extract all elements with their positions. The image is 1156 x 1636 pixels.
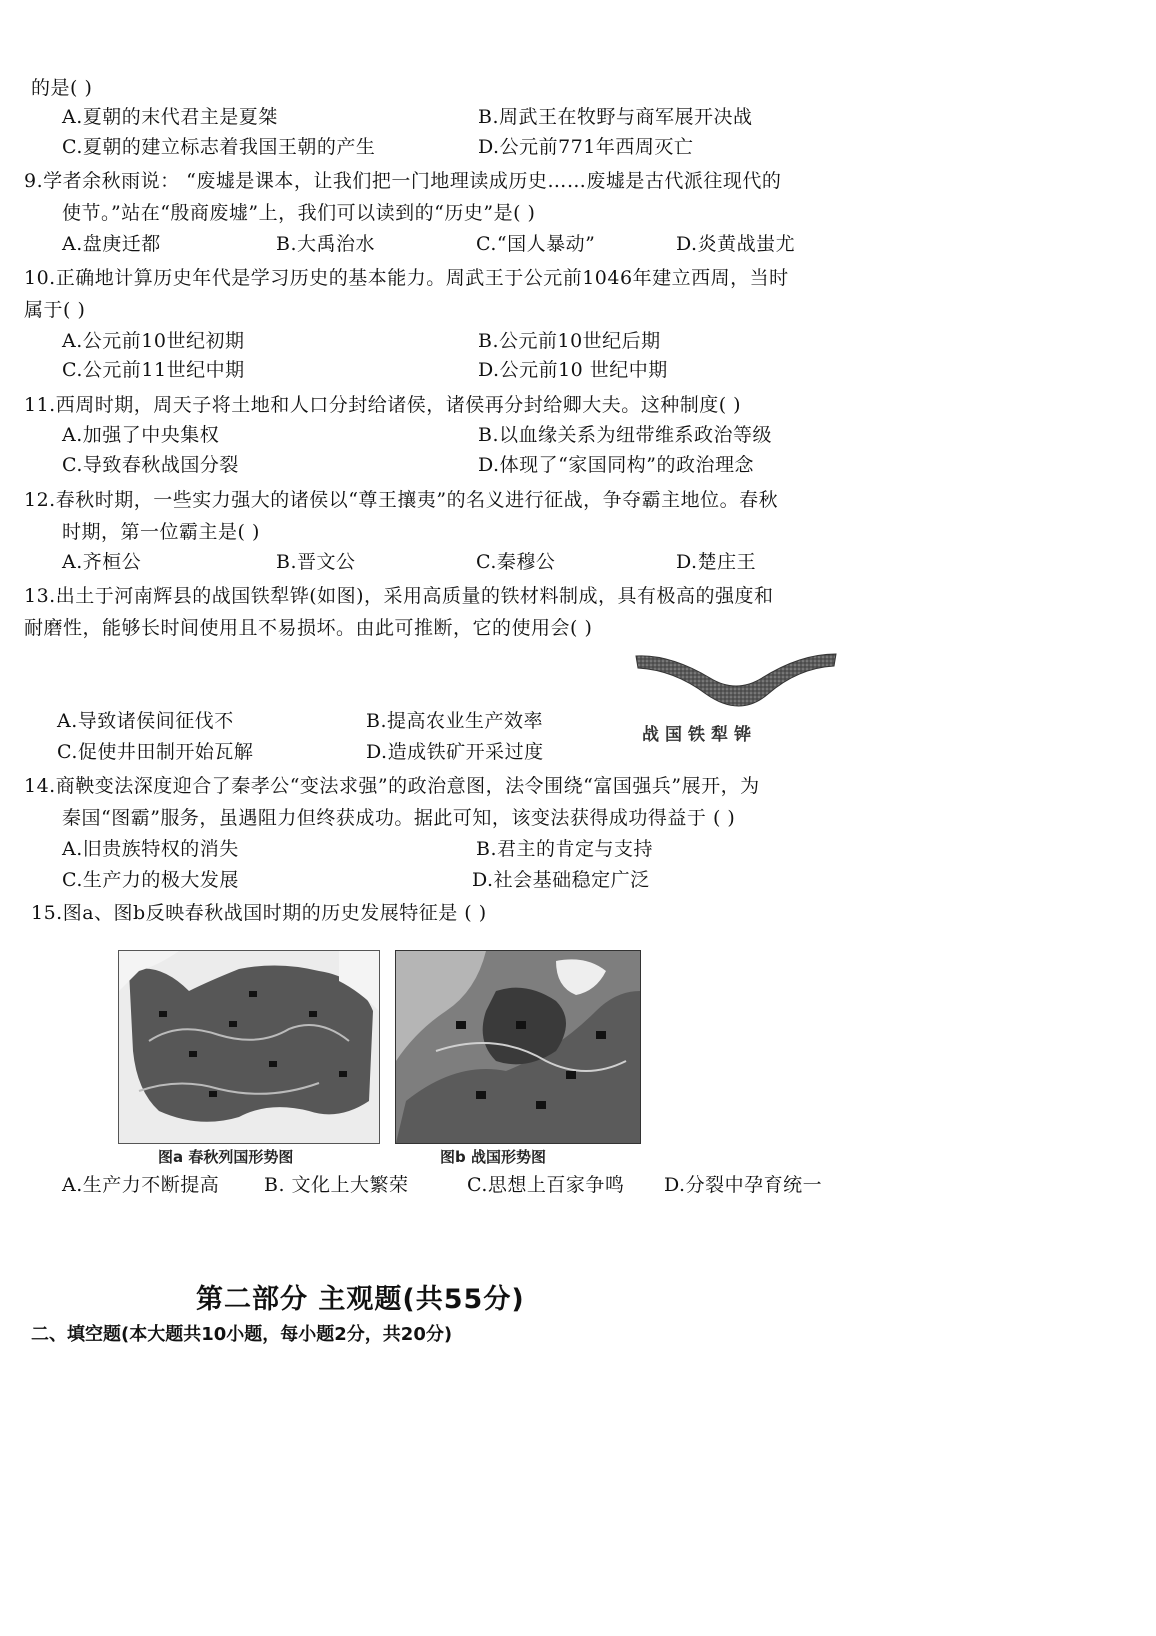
warring-states-map-icon [396, 951, 640, 1143]
q11-option-b: B.以血缘关系为纽带维系政治等级 [478, 424, 773, 446]
plowshare-caption: 战国铁犁铧 [642, 725, 757, 744]
part2-title: 第二部分 主观题(共55分) [196, 1284, 525, 1315]
q10-stem-line1: 10.正确地计算历史年代是学习历史的基本能力。周武王于公元前1046年建立西周，当时 [24, 267, 789, 289]
q14-option-c: C.生产力的极大发展 [62, 869, 239, 891]
q12-option-b: B.晋文公 [276, 551, 356, 573]
q11-option-c: C.导致春秋战国分裂 [62, 454, 239, 476]
q15-stem: 15.图a、图b反映春秋战国时期的历史发展特征是 ( ) [31, 902, 487, 924]
q10-option-b: B.公元前10世纪后期 [478, 330, 661, 352]
q15-option-c: C.思想上百家争鸣 [467, 1174, 625, 1196]
map-warring-states [395, 950, 641, 1144]
map-a-caption: 图a 春秋列国形势图 [158, 1148, 294, 1166]
q12-stem-line2: 时期，第一位霸主是( ) [62, 521, 260, 543]
q13-option-a: A.导致诸侯间征伐不 [57, 710, 234, 732]
q12-option-c: C.秦穆公 [476, 551, 556, 573]
q10-stem-line2: 属于( ) [24, 299, 86, 321]
iron-plowshare-figure [630, 648, 842, 744]
q13-option-c: C.促使井田制开始瓦解 [57, 741, 254, 763]
q13-option-b: B.提高农业生产效率 [366, 710, 544, 732]
q9-option-a: A.盘庚迁都 [62, 233, 161, 255]
part2-section-heading: 二、填空题(本大题共10小题，每小题2分，共20分) [31, 1324, 453, 1345]
q8-option-b: B.周武王在牧野与商军展开决战 [478, 106, 753, 128]
q10-option-a: A.公元前10世纪初期 [62, 330, 245, 352]
q14-option-d: D.社会基础稳定广泛 [472, 869, 650, 891]
spring-autumn-map-icon [119, 951, 379, 1143]
q8-stem: 的是( ) [31, 77, 93, 99]
q14-stem-line1: 14.商鞅变法深度迎合了秦孝公“变法求强”的政治意图，法令围绕“富国强兵”展开，为 [24, 775, 760, 797]
q12-stem-line1: 12.春秋时期，一些实力强大的诸侯以“尊王攘夷”的名义进行征战，争夺霸主地位。春秋 [24, 489, 779, 511]
q8-option-c: C.夏朝的建立标志着我国王朝的产生 [62, 136, 376, 158]
q14-option-a: A.旧贵族特权的消失 [62, 838, 239, 860]
q10-option-d: D.公元前10 世纪中期 [478, 359, 668, 381]
q11-option-a: A.加强了中央集权 [62, 424, 220, 446]
q13-option-d: D.造成铁矿开采过度 [366, 741, 544, 763]
q13-stem-line1: 13.出土于河南辉县的战国铁犁铧(如图)，采用高质量的铁材料制成，具有极高的强度和 [24, 585, 774, 607]
q15-option-a: A.生产力不断提高 [62, 1174, 220, 1196]
q9-option-d: D.炎黄战蚩尤 [676, 233, 796, 255]
q12-option-a: A.齐桓公 [62, 551, 142, 573]
q10-option-c: C.公元前11世纪中期 [62, 359, 245, 381]
q11-option-d: D.体现了“家国同构”的政治理念 [478, 454, 755, 476]
q9-option-b: B.大禹治水 [276, 233, 376, 255]
q11-stem: 11.西周时期，周天子将土地和人口分封给诸侯，诸侯再分封给卿大夫。这种制度( ) [24, 394, 742, 416]
q13-stem-line2: 耐磨性，能够长时间使用且不易损坏。由此可推断，它的使用会( ) [24, 617, 593, 639]
q9-option-c: C.“国人暴动” [476, 233, 596, 255]
q15-option-d: D.分裂中孕育统一 [664, 1174, 823, 1196]
q14-option-b: B.君主的肯定与支持 [476, 838, 654, 860]
q8-option-a: A.夏朝的末代君主是夏桀 [62, 106, 278, 128]
q12-option-d: D.楚庄王 [676, 551, 757, 573]
q8-option-d: D.公元前771年西周灭亡 [478, 136, 694, 158]
q14-stem-line2: 秦国“图霸”服务，虽遇阻力但终获成功。据此可知，该变法获得成功得益于 ( ) [62, 807, 736, 829]
map-b-caption: 图b 战国形势图 [440, 1148, 546, 1166]
q9-stem-line1: 9.学者余秋雨说： “废墟是课本，让我们把一门地理读成历史……废墟是古代派往现代的 [24, 170, 782, 192]
map-spring-autumn [118, 950, 380, 1144]
q9-stem-line2: 使节。”站在“殷商废墟”上，我们可以读到的“历史”是( ) [62, 202, 536, 224]
q15-option-b: B. 文化上大繁荣 [264, 1174, 409, 1196]
